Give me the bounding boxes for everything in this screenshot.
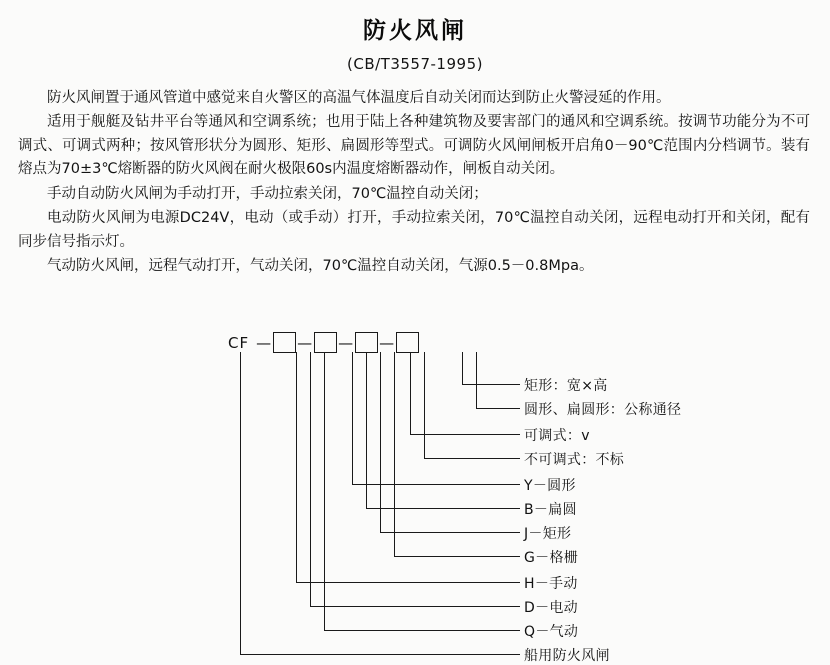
paragraph-5: 气动防火风闸，远程气动打开，气动关闭，70℃温控自动关闭，气源0.5－0.8Mpa。 [47, 258, 594, 275]
code-box-1 [273, 332, 296, 353]
code-prefix-label: CF [228, 333, 250, 352]
leader-h-12 [240, 654, 520, 655]
leader-line-box4 [462, 352, 463, 384]
legend-4: 不可调式：不标 [524, 452, 625, 468]
code-box-3 [355, 332, 378, 353]
dash-2: — [297, 333, 314, 352]
leader-line-box2-d [394, 352, 395, 556]
legend-11: Q－气动 [524, 624, 579, 640]
code-box-4 [396, 332, 419, 353]
document-page [0, 12, 830, 664]
leader-h-6 [366, 508, 520, 509]
legend-5: Y－圆形 [524, 478, 576, 494]
paragraph-1: 防火风闸置于通风管道中感觉来自火警区的高温气体温度后自动关闭而达到防止火警浸延的作用。 [47, 90, 671, 106]
legend-3: 可调式：v [524, 428, 590, 444]
leader-h-10b [310, 606, 520, 607]
model-designation-diagram [0, 330, 830, 664]
paragraph-2: 适用于舰艇及钻井平台等通风和空调系统；也用于陆上各种建筑物及要害部门的通风和空调系统。按调节功能分为不可调式、可调式两种；按风管形状分为圆形、矩形、扁圆形等型式。可调防火风闸闸板开启角0－90℃范围内分档调节。装有熔点为70±3℃熔断器的防火风阀在耐火极限60s内温度熔断器动作，闸板自动关闭。 [18, 114, 810, 178]
dash-3: — [338, 333, 355, 352]
dash-1: — [256, 333, 273, 352]
leader-h-1 [462, 384, 520, 385]
leader-line-box3-b [424, 352, 425, 458]
dash-4: — [379, 333, 396, 352]
leader-h-11 [324, 630, 520, 631]
code-box-2 [314, 332, 337, 353]
model-code-row [228, 332, 419, 353]
legend-7: J－矩形 [524, 526, 572, 542]
legend-12: 船用防火风闸 [524, 648, 610, 664]
legend-9: H－手动 [524, 576, 578, 592]
leader-line-box3 [410, 352, 411, 434]
leader-h-5 [352, 484, 520, 485]
leader-h-8 [394, 556, 520, 557]
leader-line-prefix [240, 352, 241, 654]
leader-line-box2 [352, 352, 353, 484]
page-title: 防火风闸 [363, 18, 467, 44]
leader-line-box2-b [366, 352, 367, 508]
paragraph-4: 电动防火风闸为电源DC24V，电动（或手动）打开，手动拉索关闭，70℃温控自动关闭，远程电动打开和关闭，配有同步信号指示灯。 [18, 210, 810, 250]
legend-1: 矩形：宽×高 [524, 378, 608, 394]
leader-line-box1-c [324, 352, 325, 630]
leader-h-2 [476, 408, 520, 409]
body-text [18, 87, 810, 279]
leader-line-box2-c [380, 352, 381, 532]
legend-6: B－扁圆 [524, 502, 577, 518]
leader-h-3 [410, 434, 520, 435]
legend-8: G－格栅 [524, 550, 579, 566]
leader-line-box1 [296, 352, 297, 582]
legend-10: D－电动 [524, 600, 578, 616]
leader-h-4 [424, 458, 520, 459]
standard-code: (CB/T3557-1995) [347, 55, 483, 73]
leader-line-box1-b2 [310, 352, 311, 606]
leader-h-7 [380, 532, 520, 533]
legend-2: 圆形、扁圆形：公称通径 [524, 402, 682, 418]
leader-h-9 [296, 582, 520, 583]
leader-line-box4-b [476, 352, 477, 408]
paragraph-3: 手动自动防火风闸为手动打开，手动拉索关闭，70℃温控自动关闭； [47, 185, 488, 202]
